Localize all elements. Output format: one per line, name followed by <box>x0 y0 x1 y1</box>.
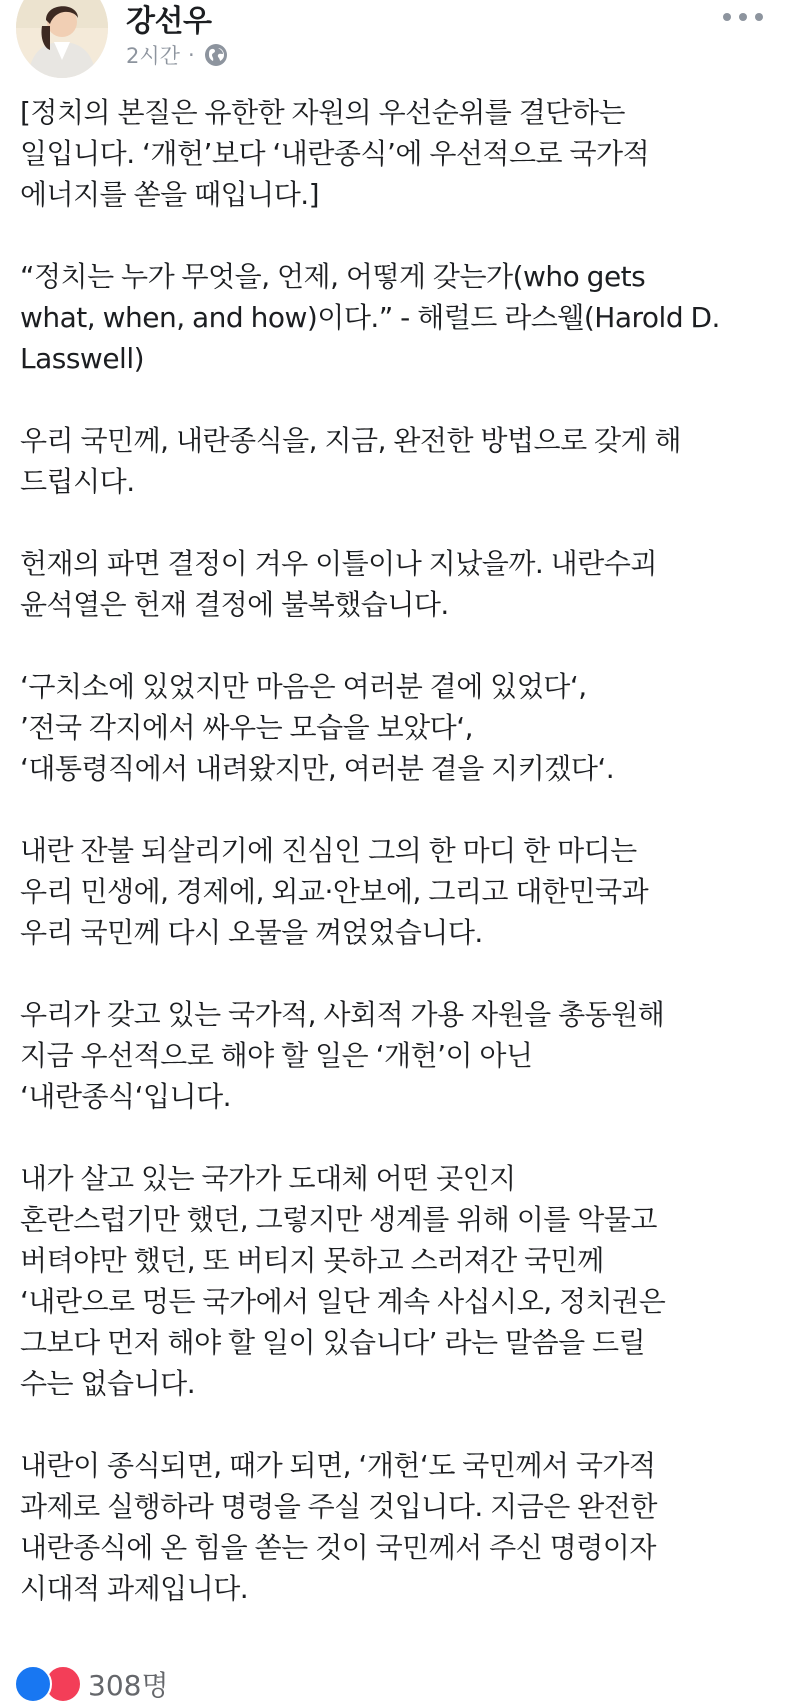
reactions-bar[interactable] <box>14 1664 169 1704</box>
post-paragraph-1 <box>20 92 770 215</box>
text-line: 버텨야만 했던, 또 버티지 못하고 스러져간 국민께 <box>20 1244 604 1277</box>
text-line: 일입니다. ‘개헌’보다 ‘내란종식’에 우선적으로 국가적 <box>20 137 650 170</box>
post-paragraph-2 <box>20 256 770 379</box>
author-name[interactable]: 강선우 <box>126 4 212 39</box>
like-icon[interactable] <box>14 1665 52 1703</box>
text-line: 우리가 갖고 있는 국가적, 사회적 가용 자원을 총동원해 <box>20 998 665 1031</box>
text-line: 헌재의 파면 결정이 겨우 이틀이나 지났을까. 내란수괴 <box>20 547 657 580</box>
text-line: ’전국 각지에서 싸우는 모습을 보았다‘, <box>20 711 474 744</box>
post-timestamp[interactable]: 2시간 <box>126 44 180 68</box>
text-line: 우리 민생에, 경제에, 외교·안보에, 그리고 대한민국과 <box>20 875 649 908</box>
post-body <box>20 92 770 1650</box>
text-line: 드립시다. <box>20 465 135 498</box>
text-line: ‘내란종식‘입니다. <box>20 1080 232 1113</box>
text-line: 수는 없습니다. <box>20 1367 196 1400</box>
text-line: what, when, and how)이다.” - 해럴드 라스웰(Harold D. <box>20 301 720 334</box>
text-line: 내란종식에 온 힘을 쏟는 것이 국민께서 주신 명령이자 <box>20 1531 656 1564</box>
text-line: [정치의 본질은 유한한 자원의 우선순위를 결단하는 <box>20 96 625 129</box>
text-line: 그보다 먼저 해야 할 일이 있습니다’ 라는 말씀을 드릴 <box>20 1326 646 1359</box>
more-options-icon[interactable] <box>718 2 768 32</box>
post-paragraph-8 <box>20 1158 770 1404</box>
text-line: 우리 국민께 다시 오물을 껴얹었습니다. <box>20 916 483 949</box>
text-line: ‘내란으로 멍든 국가에서 일단 계속 사십시오, 정치권은 <box>20 1285 666 1318</box>
text-line: 내란 잔불 되살리기에 진심인 그의 한 마디 한 마디는 <box>20 834 637 867</box>
text-line: 에너지를 쏟을 때입니다.] <box>20 178 320 211</box>
reaction-count[interactable]: 308명 <box>88 1669 169 1702</box>
text-line: 과제로 실행하라 명령을 주실 것입니다. 지금은 완전한 <box>20 1490 657 1523</box>
avatar-image <box>16 0 108 78</box>
text-line: 윤석열은 헌재 결정에 불복했습니다. <box>20 588 449 621</box>
text-line: “정치는 누가 무엇을, 언제, 어떻게 갖는가(who gets <box>20 260 646 293</box>
text-line: 우리 국민께, 내란종식을, 지금, 완전한 방법으로 갖게 해 <box>20 424 682 457</box>
text-line: 시대적 과제입니다. <box>20 1572 249 1605</box>
post-meta <box>126 40 229 70</box>
text-line: 지금 우선적으로 해야 할 일은 ‘개헌’이 아닌 <box>20 1039 533 1072</box>
post-paragraph-7 <box>20 994 770 1117</box>
profile-photo[interactable] <box>16 0 108 78</box>
post-paragraph-4 <box>20 543 770 625</box>
text-line: 혼란스럽기만 했던, 그렇지만 생계를 위해 이를 악물고 <box>20 1203 657 1236</box>
text-line: 내란이 종식되면, 때가 되면, ‘개헌‘도 국민께서 국가적 <box>20 1449 656 1482</box>
text-line: ‘구치소에 있었지만 마음은 여러분 곁에 있었다‘, <box>20 670 587 703</box>
text-line: ‘대통령직에서 내려왔지만, 여러분 곁을 지키겠다‘. <box>20 752 615 785</box>
text-line: Lasswell) <box>20 342 145 375</box>
text-line: 내가 살고 있는 국가가 도대체 어떤 곳인지 <box>20 1162 516 1195</box>
meta-separator: · <box>187 43 195 67</box>
post-header <box>0 0 786 90</box>
post-paragraph-3 <box>20 420 770 502</box>
post-paragraph-9 <box>20 1445 770 1609</box>
post-paragraph-6 <box>20 830 770 953</box>
post-paragraph-5 <box>20 666 770 789</box>
globe-icon[interactable] <box>203 42 229 68</box>
